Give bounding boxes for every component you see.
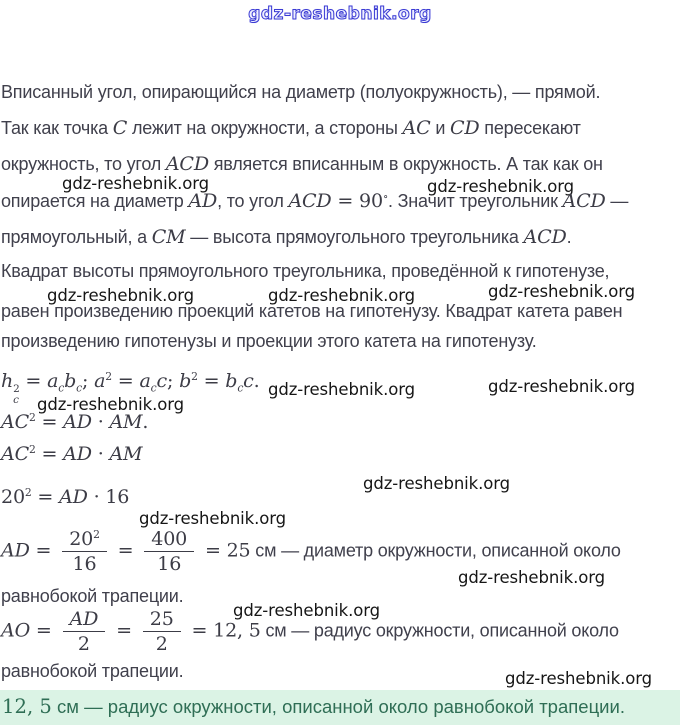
site-watermark: gdz-reshebnik.org (505, 669, 653, 688)
trapezoid-line-2: равнобокой трапеции. (1, 661, 184, 681)
formula-20sq: $20^2$ = AD · 16 (1, 486, 130, 508)
site-watermark: gdz-reshebnik.org (488, 377, 636, 396)
answer-box: 12, 5 см — радиус окружности, описанной около равнобокой трапеции. (0, 690, 680, 725)
height-rule-line-1: Квадрат высоты прямоугольного треугольника, проведённой к гипотенузе, (1, 261, 610, 281)
site-watermark: gdz-reshebnik.org (488, 282, 636, 301)
reason-line-4: прямоугольный, а CM — высота прямоугольного треугольника ACD. (1, 226, 572, 248)
site-watermark: gdz-reshebnik.org (363, 474, 511, 493)
site-watermark: gdz-reshebnik.org (139, 509, 287, 528)
site-watermark: gdz-reshebnik.org (47, 286, 195, 305)
reason-line-1: Так как точка C лежит на окружности, а стороны AC и CD пересекают (1, 117, 581, 139)
formula-general: h 2 c = $a_cb_c$; $a^2 = a_cc$; $b^2 = b_cc$. (1, 370, 260, 406)
formula-ao-radius: AO = $\frac{AD}{2}$ = $\frac{25}{2}$ = 12, 5 см — радиус окружности, описанной около (1, 608, 619, 655)
formula-ad-diameter: AD = $\frac{20^2}{16}$ = $\frac{400}{16}$ = 25 см — диаметр окружности, описанной около (1, 528, 621, 575)
site-watermark: gdz-reshebnik.org (458, 568, 606, 587)
site-watermark: gdz-reshebnik.org (268, 380, 416, 399)
reason-line-3: опирается на диаметр AD, то угол ACD = 90∘. Значит треугольник ACD — (1, 190, 629, 212)
site-watermark: gdz-reshebnik.org (233, 601, 381, 620)
height-rule-line-2: равен произведению проекций катетов на гипотенузу. Квадрат катета равен (1, 301, 623, 321)
site-watermark: gdz-reshebnik.org (62, 174, 210, 193)
reason-line-2: окружность, то угол ACD является вписанным в окружность. А так как он (1, 153, 603, 175)
formula-ac2-dot: $AC^2$ = AD · AM. (1, 411, 149, 433)
formula-ac2: $AC^2$ = AD · AM (1, 443, 143, 465)
rule-inscribed-angle: Вписанный угол, опирающийся на диаметр (полуокружность), — прямой. (1, 82, 601, 102)
site-watermark: gdz-reshebnik.org (268, 286, 416, 305)
site-watermark: gdz-reshebnik.org (427, 177, 575, 196)
site-watermark-top: gdz-reshebnik.org (248, 4, 432, 24)
trapezoid-line-1: равнобокой трапеции. (1, 586, 184, 606)
height-rule-line-3: произведению гипотенузы и проекции этого катета на гипотенузу. (1, 331, 537, 351)
site-watermark: gdz-reshebnik.org (37, 395, 185, 414)
